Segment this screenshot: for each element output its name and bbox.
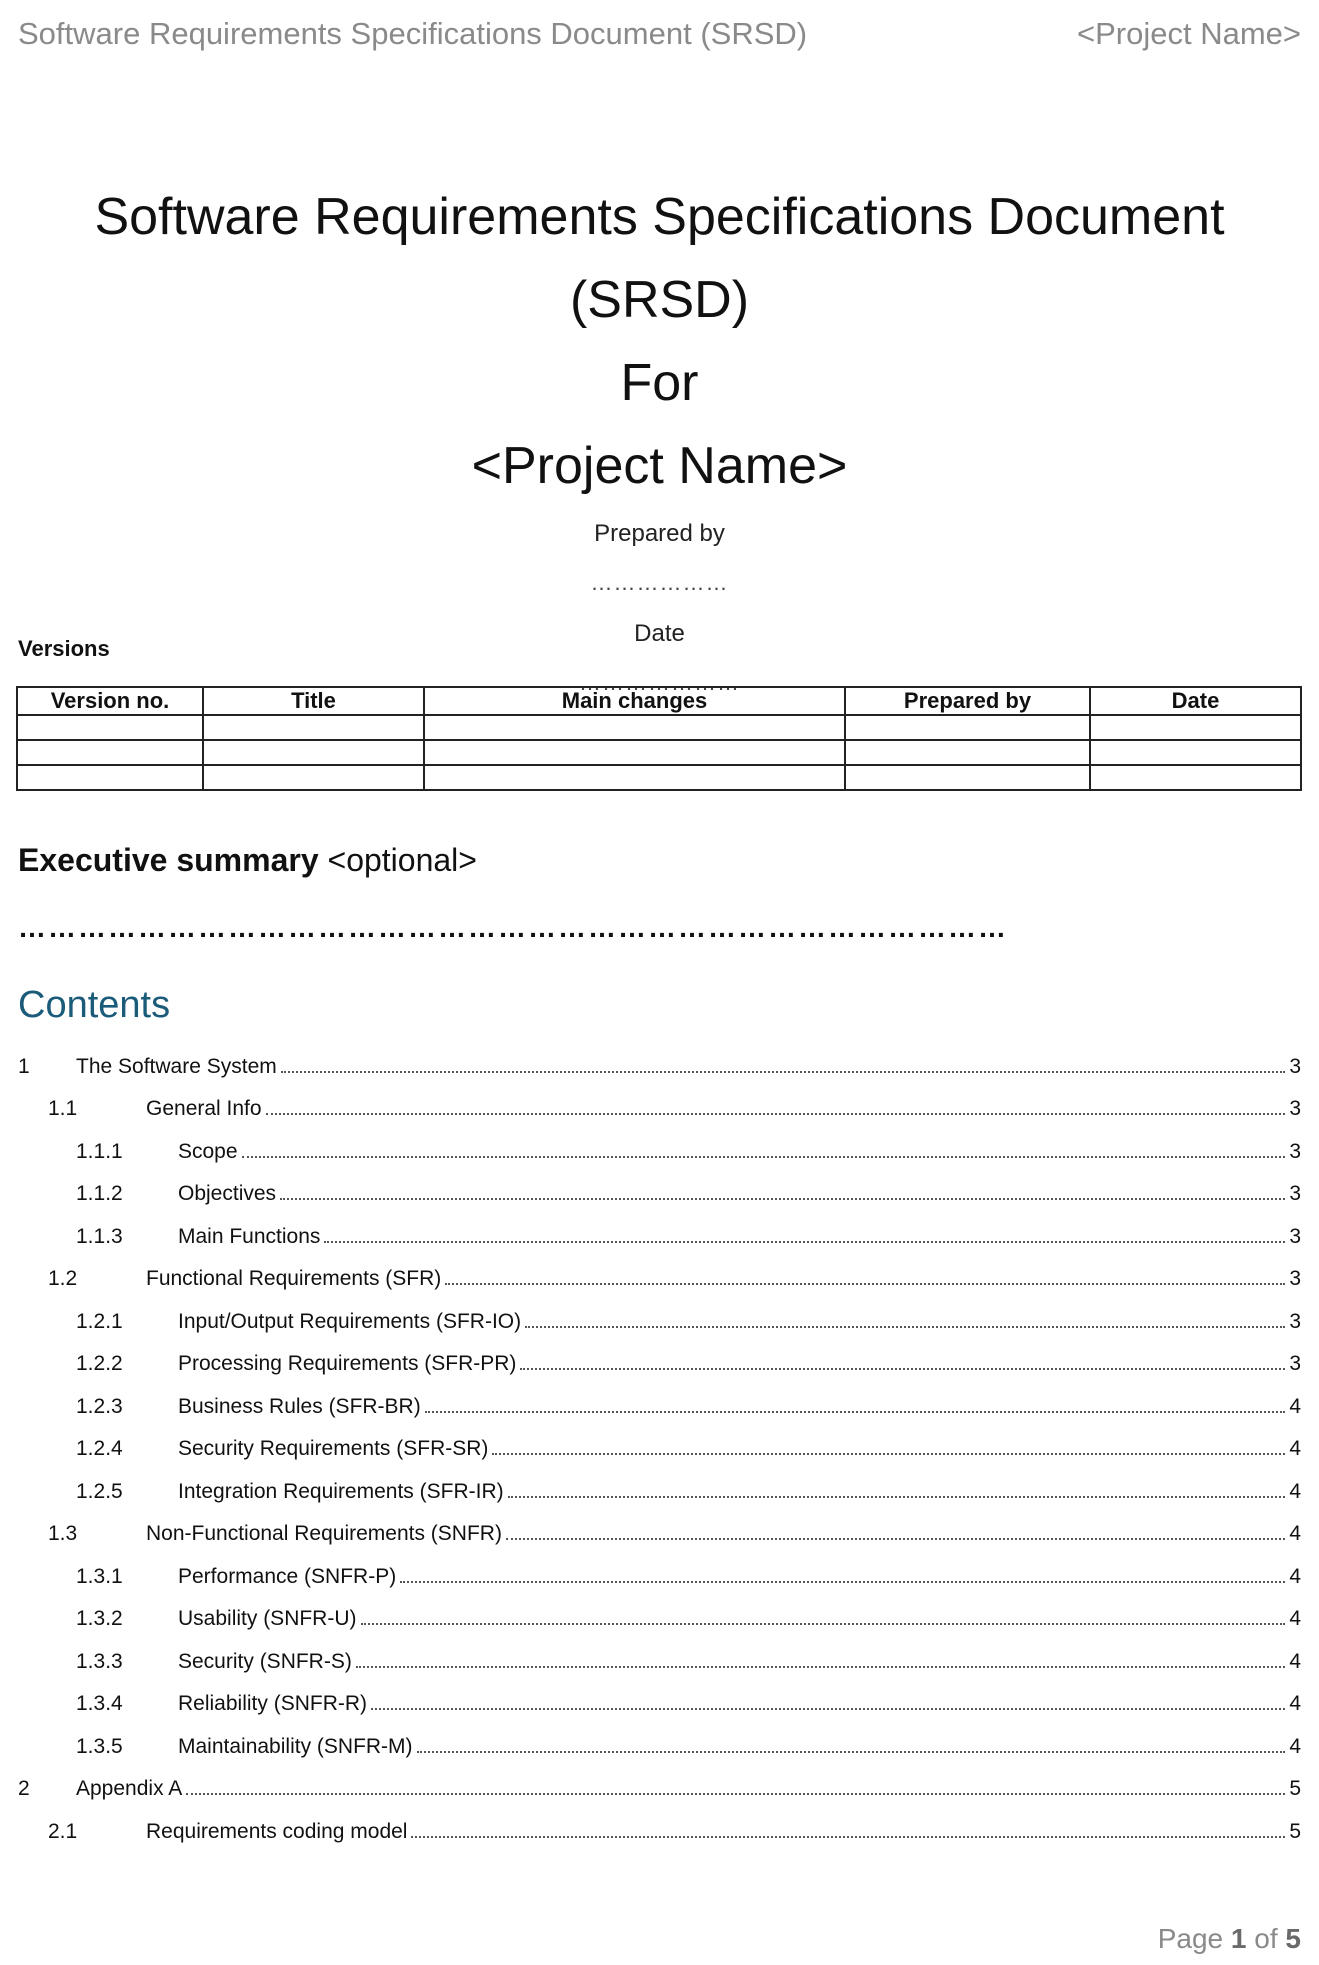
toc-entry-title: Integration Requirements (SFR-IR) [178, 1479, 504, 1503]
toc-dot-leader [186, 1793, 1285, 1795]
toc-entry[interactable] [18, 1164, 1301, 1207]
toc-entry-title: Security Requirements (SFR-SR) [178, 1437, 489, 1460]
toc-dot-leader [506, 1538, 1285, 1540]
table-cell[interactable] [1090, 740, 1301, 765]
document-title: Software Requirements Specifications Document (SRSD) [94, 188, 1225, 329]
toc-dot-leader [281, 1071, 1286, 1073]
toc-entry-title: Main Functions [178, 1224, 321, 1248]
toc-entry[interactable] [18, 1291, 1301, 1334]
toc-entry-number: 1.3.1 [76, 1564, 123, 1588]
toc-entry[interactable] [18, 1376, 1301, 1419]
prepared-by-label: Prepared by [594, 520, 725, 547]
toc-entry-number: 1.3.5 [76, 1734, 123, 1758]
toc-entry[interactable] [18, 1504, 1301, 1547]
toc-entry-page: 4 [1289, 1522, 1301, 1545]
table-cell[interactable] [17, 715, 203, 740]
table-cell[interactable] [424, 740, 845, 765]
column-header-main-changes: Main changes [424, 687, 845, 715]
toc-dot-leader [371, 1708, 1285, 1710]
toc-entry-title: Appendix A [76, 1777, 183, 1800]
toc-entry-number: 1.2.5 [76, 1479, 123, 1503]
toc-entry[interactable] [18, 1674, 1301, 1717]
footer-of-word: of [1254, 1923, 1278, 1954]
footer-current-page: 1 [1230, 1923, 1247, 1954]
toc-entry-number: 1.1.1 [76, 1139, 123, 1163]
toc-entry-page: 3 [1289, 1097, 1301, 1120]
contents-heading: Contents [18, 984, 171, 1026]
table-cell[interactable] [1090, 715, 1301, 740]
toc-dot-leader [417, 1751, 1286, 1753]
toc-entry-page: 4 [1289, 1734, 1301, 1758]
date-label: Date [634, 620, 685, 647]
header-project-name: <Project Name> [1077, 16, 1301, 51]
toc-entry[interactable] [18, 1759, 1301, 1802]
toc-entry-page: 3 [1289, 1309, 1301, 1333]
table-cell[interactable] [845, 765, 1090, 790]
footer-page-word: Page [1157, 1923, 1224, 1954]
toc-entry-page: 5 [1289, 1777, 1301, 1800]
toc-entry-page: 3 [1289, 1224, 1301, 1248]
table-cell[interactable] [1090, 765, 1301, 790]
table-of-contents [18, 1036, 1301, 1844]
toc-dot-leader [508, 1496, 1286, 1498]
toc-dot-leader [324, 1241, 1285, 1243]
toc-dot-leader [445, 1283, 1285, 1285]
toc-entry-page: 4 [1289, 1649, 1301, 1673]
toc-entry-number: 1.1.2 [76, 1182, 123, 1205]
toc-entry-title: Reliability (SNFR-R) [178, 1692, 368, 1715]
toc-entry-number: 1.2.4 [76, 1437, 123, 1460]
toc-entry-title: Business Rules (SFR-BR) [178, 1394, 421, 1418]
toc-entry-title: General Info [146, 1097, 262, 1120]
toc-entry-page: 4 [1289, 1394, 1301, 1418]
title-project-name: <Project Name> [471, 437, 848, 495]
table-cell[interactable] [17, 740, 203, 765]
date-value: ………………… [579, 670, 740, 695]
column-header-title: Title [203, 687, 424, 715]
toc-entry[interactable] [18, 1546, 1301, 1589]
table-cell[interactable] [17, 765, 203, 790]
table-cell[interactable] [845, 740, 1090, 765]
toc-entry[interactable] [18, 1121, 1301, 1164]
toc-entry-page: 4 [1289, 1607, 1301, 1630]
versions-table [16, 686, 1302, 791]
table-cell[interactable] [845, 715, 1090, 740]
toc-entry[interactable] [18, 1036, 1301, 1079]
toc-entry-title: Input/Output Requirements (SFR-IO) [178, 1309, 522, 1333]
column-header-date: Date [1090, 687, 1301, 715]
toc-dot-leader [525, 1326, 1285, 1328]
toc-entry-page: 4 [1289, 1437, 1301, 1460]
toc-entry-number: 1.3 [48, 1522, 78, 1545]
toc-entry[interactable] [18, 1249, 1301, 1292]
toc-dot-leader [411, 1836, 1285, 1838]
toc-entry[interactable] [18, 1419, 1301, 1462]
column-header-prepared-by: Prepared by [845, 687, 1090, 715]
toc-entry-number: 1.2.3 [76, 1394, 123, 1418]
toc-entry[interactable] [18, 1461, 1301, 1504]
table-row [17, 715, 1301, 740]
prepared-by-value: ……………… [590, 570, 729, 595]
toc-entry-title: The Software System [76, 1054, 277, 1078]
table-cell[interactable] [203, 740, 424, 765]
toc-dot-leader [425, 1411, 1286, 1413]
table-cell[interactable] [203, 765, 424, 790]
toc-entry-title: Performance (SNFR-P) [178, 1564, 397, 1588]
table-row [17, 765, 1301, 790]
toc-entry-page: 3 [1289, 1182, 1301, 1205]
toc-entry-number: 1.2 [48, 1267, 78, 1290]
toc-entry-page: 4 [1289, 1564, 1301, 1588]
toc-entry-number: 1.3.4 [76, 1692, 123, 1715]
toc-dot-leader [356, 1666, 1285, 1668]
column-header-version: Version no. [17, 687, 203, 715]
toc-entry-title: Non-Functional Requirements (SNFR) [146, 1522, 502, 1545]
versions-heading: Versions [18, 636, 110, 661]
toc-entry-number: 2.1 [48, 1819, 78, 1843]
toc-entry-title: Requirements coding model [146, 1819, 408, 1843]
toc-entry-title: Objectives [178, 1182, 277, 1205]
toc-dot-leader [492, 1453, 1285, 1455]
toc-dot-leader [361, 1623, 1286, 1625]
toc-entry[interactable] [18, 1079, 1301, 1122]
toc-entry-page: 3 [1289, 1139, 1301, 1163]
toc-dot-leader [280, 1198, 1285, 1200]
versions-header-row [17, 687, 1301, 715]
toc-entry-title: Usability (SNFR-U) [178, 1607, 357, 1630]
toc-entry-number: 1.2.2 [76, 1352, 123, 1375]
toc-entry-title: Scope [178, 1139, 238, 1163]
toc-dot-leader [266, 1113, 1286, 1115]
toc-entry-number: 1.3.3 [76, 1649, 123, 1673]
toc-entry-number: 1 [18, 1054, 30, 1078]
toc-entry-title: Functional Requirements (SFR) [146, 1267, 442, 1290]
toc-entry-number: 1.3.2 [76, 1607, 123, 1630]
executive-summary-placeholder: ……………………………………………………………………………………… [18, 912, 1008, 943]
toc-entry-title: Security (SNFR-S) [178, 1649, 352, 1673]
toc-entry[interactable] [18, 1206, 1301, 1249]
executive-summary-heading [18, 842, 477, 879]
table-cell[interactable] [203, 715, 424, 740]
title-for: For [620, 354, 699, 412]
toc-dot-leader [520, 1368, 1285, 1370]
header-document-title: Software Requirements Specifications Document (SRSD) [18, 16, 808, 51]
title-block [0, 176, 1319, 696]
footer-total-pages: 5 [1285, 1923, 1301, 1954]
toc-dot-leader [400, 1581, 1285, 1583]
table-cell[interactable] [424, 765, 845, 790]
toc-dot-leader [242, 1156, 1286, 1158]
toc-entry[interactable] [18, 1801, 1301, 1844]
toc-entry-page: 3 [1289, 1352, 1301, 1375]
toc-entry[interactable] [18, 1631, 1301, 1674]
toc-entry-page: 5 [1289, 1819, 1301, 1843]
toc-entry-page: 4 [1289, 1479, 1301, 1503]
toc-entry-number: 1.1.3 [76, 1224, 123, 1248]
executive-summary-label: Executive summary [18, 842, 319, 878]
table-row [17, 740, 1301, 765]
toc-entry-page: 3 [1289, 1054, 1301, 1078]
toc-entry[interactable] [18, 1589, 1301, 1632]
page-footer [1158, 1923, 1301, 1955]
toc-entry-page: 3 [1289, 1267, 1301, 1290]
toc-entry-number: 2 [18, 1777, 30, 1800]
toc-entry[interactable] [18, 1334, 1301, 1377]
toc-entry-page: 4 [1289, 1692, 1301, 1715]
page-header [18, 16, 1301, 52]
toc-entry-number: 1.1 [48, 1097, 78, 1120]
toc-entry-title: Maintainability (SNFR-M) [178, 1734, 413, 1758]
executive-summary-optional: <optional> [318, 842, 477, 878]
table-cell[interactable] [424, 715, 845, 740]
toc-entry-number: 1.2.1 [76, 1309, 123, 1333]
toc-entry-title: Processing Requirements (SFR-PR) [178, 1352, 517, 1375]
toc-entry[interactable] [18, 1716, 1301, 1759]
